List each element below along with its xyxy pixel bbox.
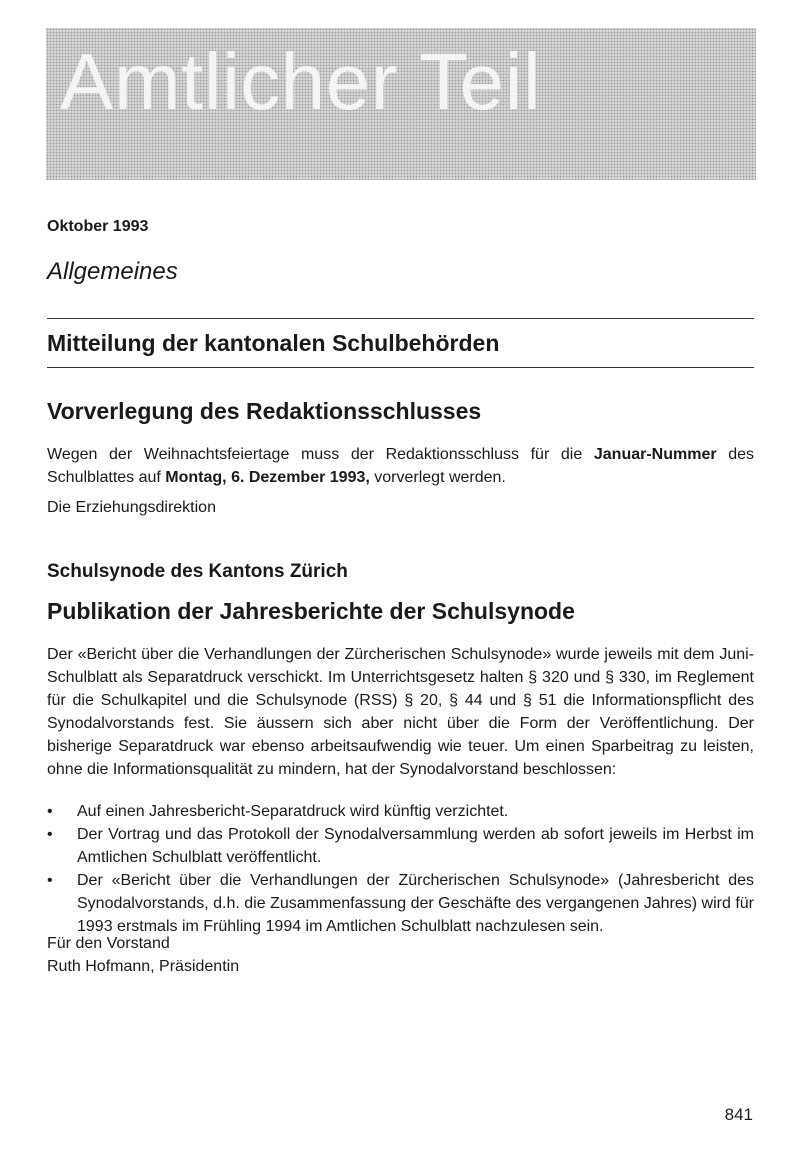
bullet-icon: • — [47, 803, 53, 820]
page-number: 841 — [724, 1105, 753, 1124]
article1-bold-issue: Januar-Nummer — [593, 446, 717, 463]
decision-list — [47, 800, 754, 938]
section-rule-top — [47, 318, 754, 319]
list-item: • Der «Bericht über die Verhandlungen der Zürcherischen Schulsynode» (Jahresbericht des Synodalvorstands, d.h. die Zusammenfassung der Geschäfte des vergangenen Jahres) wird für 1993 erstmals im Frühling 1994 im Amtlichen Schulblatt nachzulesen sein. — [47, 869, 754, 938]
article2-signature — [47, 932, 239, 978]
list-item: • Auf einen Jahresbericht-Separatdruck wird künftig verzichtet. — [47, 800, 754, 823]
article1-heading: Vorverlegung des Redaktionsschlusses — [47, 398, 482, 424]
bullet-icon: • — [47, 826, 53, 843]
banner — [46, 28, 756, 180]
article2-body: Der «Bericht über die Verhandlungen der Zürcherischen Schulsynode» wurde jeweils mit dem Juni-Schulblatt als Separatdruck verschickt. Im Unterrichtsgesetz halten § 320 und § 330, im Reglement für die Schulkapitel und die Schulsynode (RSS) § 20, § 44 und § 51 die Informationspflicht des Synodalvorstands fest. Sie äussern sich aber nicht über die Form der Veröffentlichung. Der bisherige Separatdruck war ebenso arbeitsaufwendig wie teuer. Um einen Sparbeitrag zu leisten, ohne die Informationsqualität zu mindern, hat der Synodalvorstand beschlossen: — [47, 646, 754, 778]
article2-heading: Publikation der Jahresberichte der Schulsynode — [47, 598, 575, 624]
category-title: Allgemeines — [47, 258, 178, 285]
list-item: • Der Vortrag und das Protokoll der Synodalversammlung werden ab sofort jeweils im Herbst im Amtlichen Schulblatt veröffentlicht. — [47, 823, 754, 869]
article2-kicker: Schulsynode des Kantons Zürich — [47, 561, 348, 582]
section-rule-bottom — [47, 367, 754, 368]
article1-bold-date: Montag, 6. Dezember 1993, — [165, 469, 370, 486]
signature-name: Ruth Hofmann, Präsidentin — [47, 958, 240, 975]
article1-body: Wegen der Weihnachtsfeiertage muss der Redaktionsschluss für die Januar-Nummer des Schulblattes auf Montag, 6. Dezember 1993, vorverlegt werden. — [47, 446, 754, 486]
issue-date: Oktober 1993 — [47, 218, 149, 235]
article1-signature: Die Erziehungsdirektion — [47, 499, 216, 516]
bullet-icon: • — [47, 872, 53, 889]
section-title: Mitteilung der kantonalen Schulbehörden — [47, 330, 500, 356]
signature-line: Für den Vorstand — [47, 935, 170, 952]
banner-title: Amtlicher Teil — [60, 37, 542, 126]
